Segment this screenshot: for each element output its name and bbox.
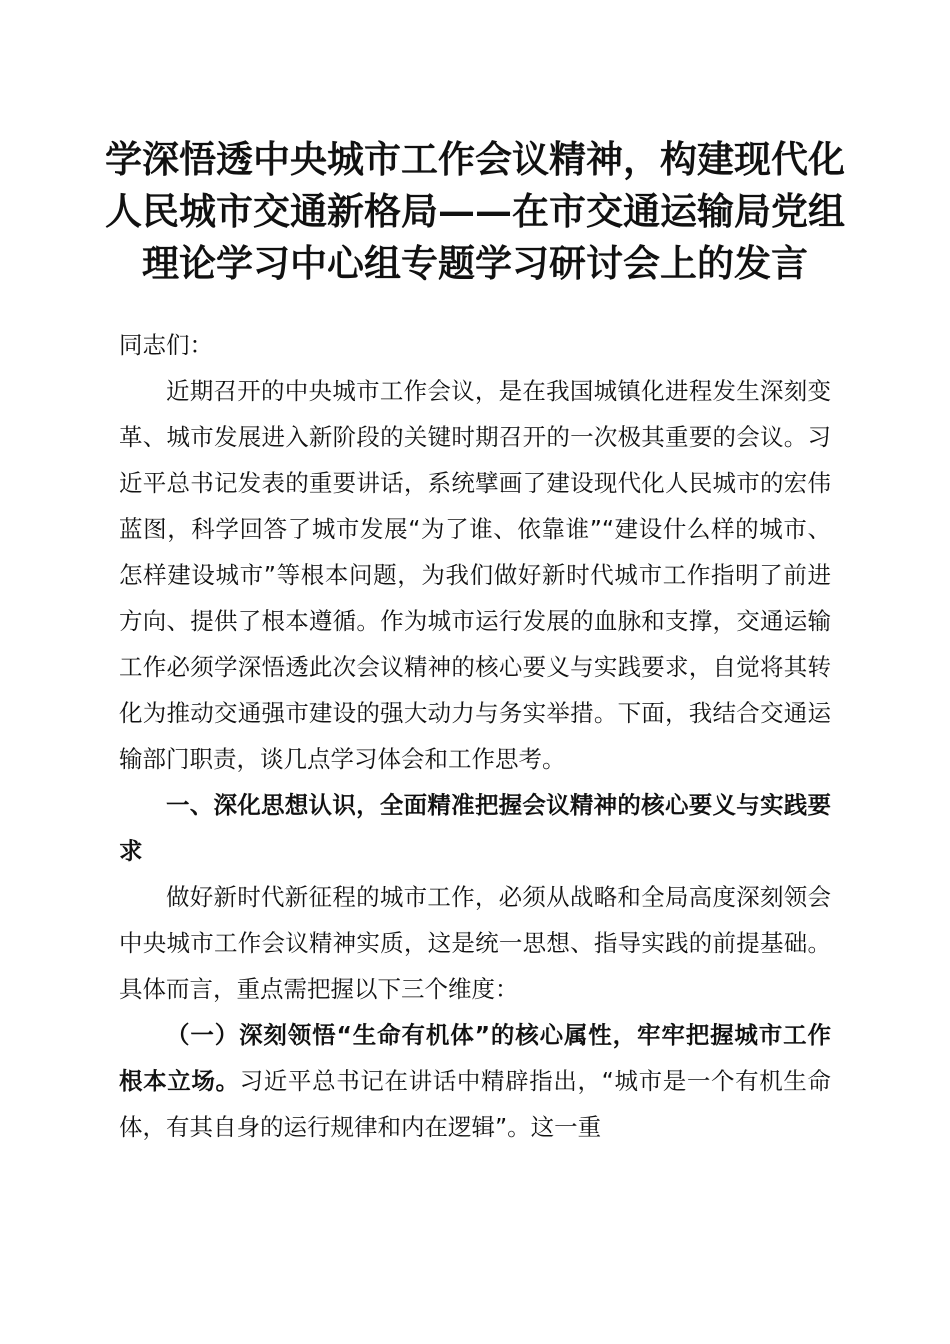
document-body <box>119 322 831 1150</box>
subsection-1-text: 习近平总书记在讲话中精辟指出，“城市是一个有机生命体，有其自身的运行规律和内在逻辑”。这一重 <box>119 1067 832 1141</box>
subsection-1-paragraph <box>119 1012 831 1150</box>
intro-paragraph: 近期召开的中央城市工作会议，是在我国城镇化进程发生深刻变革、城市发展进入新阶段的关键时期召开的一次极其重要的会议。习近平总书记发表的重要讲话，系统擘画了建设现代化人民城市的宏伟蓝图，科学回答了城市发展“为了谁、依靠谁”“建设什么样的城市、怎样建设城市”等根本问题，为我们做好新时代城市工作指明了前进方向、提供了根本遵循。作为城市运行发展的血脉和支撑，交通运输工作必须学深悟透此次会议精神的核心要义与实践要求，自觉将其转化为推动交通强市建设的强大动力与务实举措。下面，我结合交通运输部门职责，谈几点学习体会和工作思考。 <box>119 377 831 773</box>
section-1-heading: 一、深化思想认识，全面精准把握会议精神的核心要义与实践要求 <box>119 791 831 865</box>
salutation: 同志们： <box>119 331 213 359</box>
subsection-1-lead: （一）深刻领悟“生命有机体”的核心属性，牢牢把握城市工作根本立场。 <box>119 1021 831 1095</box>
document-title: 学深悟透中央城市工作会议精神，构建现代化人民城市交通新格局——在市交通运输局党组理论学习中心组专题学习研讨会上的发言 <box>105 137 845 285</box>
section-1-paragraph: 做好新时代新征程的城市工作，必须从战略和全局高度深刻领会中央城市工作会议精神实质，这是统一思想、指导实践的前提基础。具体而言，重点需把握以下三个维度： <box>119 883 831 1003</box>
